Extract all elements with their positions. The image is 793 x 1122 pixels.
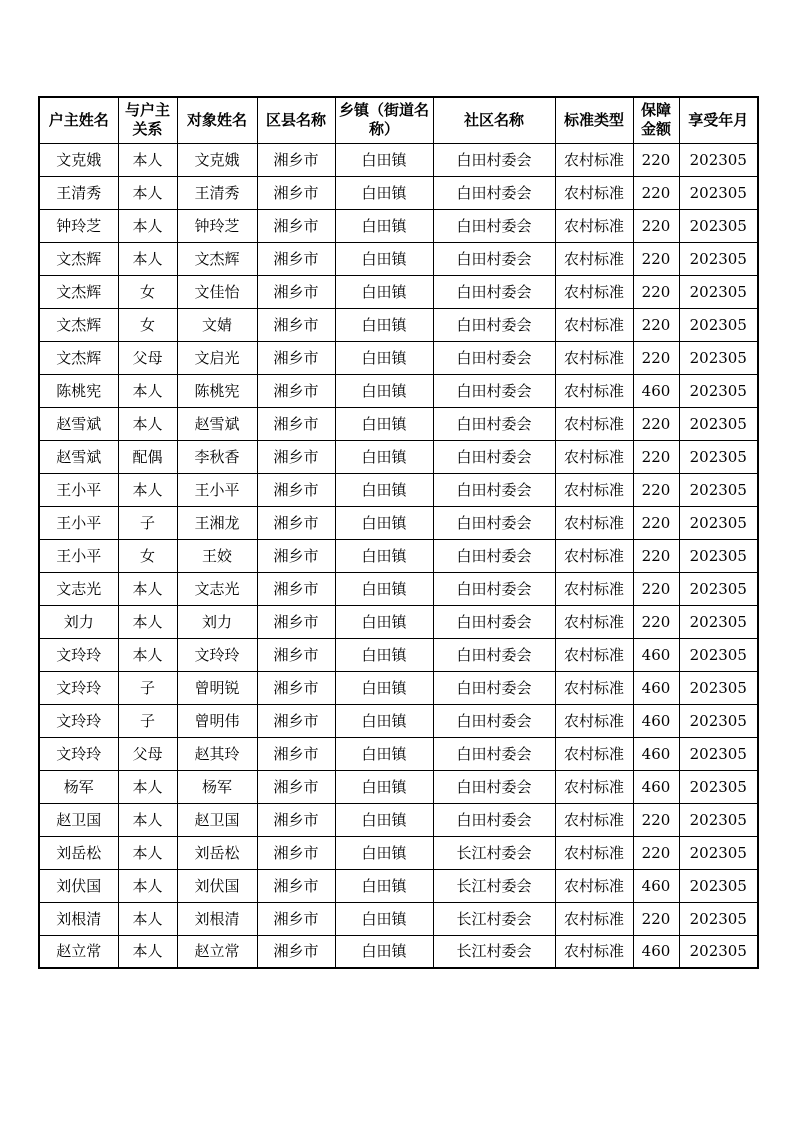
table-cell-relation: 本人	[118, 803, 177, 836]
table-cell-town: 白田镇	[335, 935, 433, 968]
table-cell-town: 白田镇	[335, 209, 433, 242]
table-cell-name: 陈桃宪	[177, 374, 257, 407]
table-cell-name: 刘岳松	[177, 836, 257, 869]
table-cell-standard: 农村标准	[555, 374, 633, 407]
table-cell-relation: 本人	[118, 209, 177, 242]
table-cell-standard: 农村标准	[555, 242, 633, 275]
table-cell-householder: 文杰辉	[39, 242, 118, 275]
header-cell-district: 区县名称	[257, 97, 335, 143]
table-cell-name: 钟玲芝	[177, 209, 257, 242]
table-cell-relation: 本人	[118, 836, 177, 869]
table-cell-name: 文婧	[177, 308, 257, 341]
table-cell-community: 白田村委会	[433, 275, 555, 308]
header-cell-town: 乡镇（街道名称）	[335, 97, 433, 143]
table-cell-district: 湘乡市	[257, 143, 335, 176]
table-cell-district: 湘乡市	[257, 539, 335, 572]
table-cell-name: 李秋香	[177, 440, 257, 473]
table-cell-district: 湘乡市	[257, 770, 335, 803]
table-cell-relation: 本人	[118, 605, 177, 638]
table-cell-district: 湘乡市	[257, 209, 335, 242]
table-cell-amount: 220	[633, 473, 679, 506]
table-cell-town: 白田镇	[335, 539, 433, 572]
table-row	[39, 935, 758, 968]
table-cell-relation: 本人	[118, 242, 177, 275]
table-cell-householder: 文玲玲	[39, 737, 118, 770]
table-cell-householder: 陈桃宪	[39, 374, 118, 407]
table-row	[39, 836, 758, 869]
table-header-row	[39, 97, 758, 143]
table-cell-standard: 农村标准	[555, 473, 633, 506]
table-cell-name: 刘根清	[177, 902, 257, 935]
table-cell-community: 白田村委会	[433, 473, 555, 506]
table-cell-community: 白田村委会	[433, 176, 555, 209]
table-cell-town: 白田镇	[335, 869, 433, 902]
table-row	[39, 770, 758, 803]
table-cell-amount: 220	[633, 407, 679, 440]
table-cell-town: 白田镇	[335, 605, 433, 638]
table-row	[39, 473, 758, 506]
header-cell-standard: 标准类型	[555, 97, 633, 143]
table-cell-district: 湘乡市	[257, 935, 335, 968]
table-cell-district: 湘乡市	[257, 341, 335, 374]
table-cell-district: 湘乡市	[257, 737, 335, 770]
table-cell-standard: 农村标准	[555, 902, 633, 935]
table-body	[39, 143, 758, 968]
table-cell-householder: 赵雪斌	[39, 407, 118, 440]
table-cell-town: 白田镇	[335, 704, 433, 737]
table-cell-name: 赵立常	[177, 935, 257, 968]
table-cell-amount: 220	[633, 176, 679, 209]
table-cell-relation: 子	[118, 506, 177, 539]
table-cell-householder: 刘岳松	[39, 836, 118, 869]
table-cell-householder: 赵卫国	[39, 803, 118, 836]
table-cell-amount: 460	[633, 869, 679, 902]
table-cell-householder: 杨军	[39, 770, 118, 803]
table-cell-town: 白田镇	[335, 242, 433, 275]
table-cell-amount: 220	[633, 572, 679, 605]
table-cell-month: 202305	[679, 176, 758, 209]
table-cell-district: 湘乡市	[257, 605, 335, 638]
table-cell-community: 白田村委会	[433, 440, 555, 473]
table-cell-householder: 钟玲芝	[39, 209, 118, 242]
table-cell-month: 202305	[679, 671, 758, 704]
table-row	[39, 308, 758, 341]
table-cell-standard: 农村标准	[555, 440, 633, 473]
table-cell-month: 202305	[679, 539, 758, 572]
table-cell-district: 湘乡市	[257, 473, 335, 506]
table-cell-town: 白田镇	[335, 374, 433, 407]
table-row	[39, 242, 758, 275]
table-cell-month: 202305	[679, 374, 758, 407]
table-cell-town: 白田镇	[335, 902, 433, 935]
table-cell-month: 202305	[679, 143, 758, 176]
table-cell-district: 湘乡市	[257, 572, 335, 605]
table-cell-standard: 农村标准	[555, 506, 633, 539]
table-cell-standard: 农村标准	[555, 572, 633, 605]
table-cell-month: 202305	[679, 638, 758, 671]
table-cell-town: 白田镇	[335, 671, 433, 704]
table-cell-district: 湘乡市	[257, 671, 335, 704]
table-row	[39, 737, 758, 770]
table-cell-relation: 本人	[118, 473, 177, 506]
table-row	[39, 341, 758, 374]
table-cell-amount: 460	[633, 374, 679, 407]
table-cell-community: 白田村委会	[433, 143, 555, 176]
table-cell-town: 白田镇	[335, 473, 433, 506]
table-cell-town: 白田镇	[335, 341, 433, 374]
table-cell-community: 白田村委会	[433, 539, 555, 572]
table-cell-community: 白田村委会	[433, 506, 555, 539]
table-cell-standard: 农村标准	[555, 275, 633, 308]
table-cell-amount: 460	[633, 770, 679, 803]
table-cell-month: 202305	[679, 440, 758, 473]
table-row	[39, 638, 758, 671]
table-cell-town: 白田镇	[335, 737, 433, 770]
header-cell-name: 对象姓名	[177, 97, 257, 143]
table-cell-month: 202305	[679, 704, 758, 737]
table-cell-householder: 赵雪斌	[39, 440, 118, 473]
table-cell-amount: 220	[633, 539, 679, 572]
table-cell-month: 202305	[679, 902, 758, 935]
table-cell-town: 白田镇	[335, 176, 433, 209]
table-cell-standard: 农村标准	[555, 308, 633, 341]
table-cell-relation: 女	[118, 539, 177, 572]
table-cell-month: 202305	[679, 506, 758, 539]
table-cell-month: 202305	[679, 242, 758, 275]
table-cell-town: 白田镇	[335, 440, 433, 473]
table-cell-town: 白田镇	[335, 275, 433, 308]
table-row	[39, 902, 758, 935]
table-cell-name: 王清秀	[177, 176, 257, 209]
table-cell-householder: 王清秀	[39, 176, 118, 209]
header-cell-relation: 与户主关系	[118, 97, 177, 143]
table-row	[39, 407, 758, 440]
table-cell-town: 白田镇	[335, 803, 433, 836]
table-cell-standard: 农村标准	[555, 638, 633, 671]
table-cell-district: 湘乡市	[257, 308, 335, 341]
header-cell-amount: 保障金额	[633, 97, 679, 143]
table-row	[39, 176, 758, 209]
table-cell-relation: 本人	[118, 176, 177, 209]
table-cell-relation: 子	[118, 704, 177, 737]
table-cell-town: 白田镇	[335, 407, 433, 440]
table-row	[39, 605, 758, 638]
table-cell-town: 白田镇	[335, 308, 433, 341]
table-cell-community: 长江村委会	[433, 935, 555, 968]
table-cell-amount: 220	[633, 440, 679, 473]
table-cell-name: 文启光	[177, 341, 257, 374]
table-cell-name: 刘伏国	[177, 869, 257, 902]
table-cell-standard: 农村标准	[555, 407, 633, 440]
table-row	[39, 572, 758, 605]
table-cell-month: 202305	[679, 407, 758, 440]
table-cell-relation: 父母	[118, 341, 177, 374]
table-cell-amount: 460	[633, 638, 679, 671]
table-cell-householder: 文杰辉	[39, 275, 118, 308]
table-cell-amount: 220	[633, 308, 679, 341]
table-cell-town: 白田镇	[335, 572, 433, 605]
table-cell-standard: 农村标准	[555, 143, 633, 176]
table-cell-relation: 配偶	[118, 440, 177, 473]
table-row	[39, 209, 758, 242]
table-cell-householder: 王小平	[39, 506, 118, 539]
table-cell-amount: 220	[633, 341, 679, 374]
table-cell-amount: 460	[633, 935, 679, 968]
table-cell-name: 赵雪斌	[177, 407, 257, 440]
table-cell-district: 湘乡市	[257, 869, 335, 902]
table-cell-householder: 刘根清	[39, 902, 118, 935]
table-cell-district: 湘乡市	[257, 176, 335, 209]
table-cell-district: 湘乡市	[257, 638, 335, 671]
table-cell-standard: 农村标准	[555, 935, 633, 968]
table-cell-name: 杨军	[177, 770, 257, 803]
table-cell-householder: 文玲玲	[39, 704, 118, 737]
table-cell-name: 曾明伟	[177, 704, 257, 737]
table-cell-amount: 220	[633, 143, 679, 176]
table-cell-community: 白田村委会	[433, 572, 555, 605]
table-cell-amount: 220	[633, 803, 679, 836]
table-cell-relation: 本人	[118, 935, 177, 968]
table-cell-standard: 农村标准	[555, 770, 633, 803]
table-cell-relation: 本人	[118, 374, 177, 407]
header-cell-community: 社区名称	[433, 97, 555, 143]
table-cell-month: 202305	[679, 803, 758, 836]
table-cell-community: 白田村委会	[433, 671, 555, 704]
table-cell-name: 文佳怡	[177, 275, 257, 308]
table-cell-householder: 文杰辉	[39, 308, 118, 341]
table-cell-householder: 王小平	[39, 473, 118, 506]
table-cell-name: 王小平	[177, 473, 257, 506]
table-cell-name: 文杰辉	[177, 242, 257, 275]
header-cell-month: 享受年月	[679, 97, 758, 143]
table-cell-householder: 文杰辉	[39, 341, 118, 374]
table-cell-standard: 农村标准	[555, 836, 633, 869]
table-cell-community: 长江村委会	[433, 836, 555, 869]
table-cell-standard: 农村标准	[555, 539, 633, 572]
table-cell-relation: 子	[118, 671, 177, 704]
table-cell-town: 白田镇	[335, 638, 433, 671]
table-row	[39, 275, 758, 308]
table-cell-relation: 本人	[118, 869, 177, 902]
table-cell-town: 白田镇	[335, 143, 433, 176]
table-cell-householder: 文玲玲	[39, 671, 118, 704]
table-cell-community: 白田村委会	[433, 638, 555, 671]
table-row	[39, 143, 758, 176]
table-cell-month: 202305	[679, 770, 758, 803]
table-cell-community: 长江村委会	[433, 902, 555, 935]
table-cell-relation: 本人	[118, 407, 177, 440]
table-cell-name: 文志光	[177, 572, 257, 605]
table-cell-community: 白田村委会	[433, 374, 555, 407]
table-cell-month: 202305	[679, 869, 758, 902]
table-cell-standard: 农村标准	[555, 209, 633, 242]
table-cell-name: 刘力	[177, 605, 257, 638]
table-cell-name: 王姣	[177, 539, 257, 572]
table-cell-amount: 220	[633, 836, 679, 869]
table-cell-town: 白田镇	[335, 836, 433, 869]
table-cell-householder: 文玲玲	[39, 638, 118, 671]
table-cell-month: 202305	[679, 737, 758, 770]
table-cell-relation: 本人	[118, 638, 177, 671]
table-cell-householder: 王小平	[39, 539, 118, 572]
table-cell-standard: 农村标准	[555, 671, 633, 704]
table-cell-community: 白田村委会	[433, 308, 555, 341]
table-cell-relation: 父母	[118, 737, 177, 770]
table-cell-month: 202305	[679, 275, 758, 308]
table-cell-community: 白田村委会	[433, 341, 555, 374]
table-cell-district: 湘乡市	[257, 242, 335, 275]
table-cell-community: 白田村委会	[433, 770, 555, 803]
table-cell-relation: 本人	[118, 143, 177, 176]
table-cell-relation: 女	[118, 275, 177, 308]
table-cell-standard: 农村标准	[555, 803, 633, 836]
table-cell-town: 白田镇	[335, 506, 433, 539]
table-cell-town: 白田镇	[335, 770, 433, 803]
benefits-table	[38, 96, 759, 969]
table-cell-district: 湘乡市	[257, 704, 335, 737]
table-cell-name: 赵卫国	[177, 803, 257, 836]
table-row	[39, 440, 758, 473]
table-cell-month: 202305	[679, 605, 758, 638]
table-cell-community: 白田村委会	[433, 704, 555, 737]
table-cell-amount: 220	[633, 506, 679, 539]
table-row	[39, 539, 758, 572]
table-cell-district: 湘乡市	[257, 506, 335, 539]
table-cell-month: 202305	[679, 209, 758, 242]
table-cell-amount: 220	[633, 902, 679, 935]
table-cell-community: 白田村委会	[433, 242, 555, 275]
table-cell-month: 202305	[679, 572, 758, 605]
table-cell-relation: 本人	[118, 902, 177, 935]
table-cell-name: 文克娥	[177, 143, 257, 176]
table-cell-district: 湘乡市	[257, 407, 335, 440]
table-cell-amount: 220	[633, 242, 679, 275]
table-cell-standard: 农村标准	[555, 341, 633, 374]
table-cell-householder: 赵立常	[39, 935, 118, 968]
table-header	[39, 97, 758, 143]
table-cell-district: 湘乡市	[257, 275, 335, 308]
table-cell-district: 湘乡市	[257, 440, 335, 473]
table-row	[39, 869, 758, 902]
table-cell-relation: 本人	[118, 572, 177, 605]
table-cell-standard: 农村标准	[555, 704, 633, 737]
table-cell-community: 白田村委会	[433, 209, 555, 242]
table-cell-amount: 220	[633, 605, 679, 638]
table-cell-district: 湘乡市	[257, 803, 335, 836]
table-cell-name: 文玲玲	[177, 638, 257, 671]
table-cell-month: 202305	[679, 341, 758, 374]
table-cell-name: 赵其玲	[177, 737, 257, 770]
table-cell-month: 202305	[679, 473, 758, 506]
table-cell-district: 湘乡市	[257, 374, 335, 407]
table-cell-community: 白田村委会	[433, 605, 555, 638]
table-cell-community: 长江村委会	[433, 869, 555, 902]
table-cell-standard: 农村标准	[555, 605, 633, 638]
table-row	[39, 374, 758, 407]
table-cell-amount: 460	[633, 704, 679, 737]
table-cell-householder: 文克娥	[39, 143, 118, 176]
table-cell-amount: 460	[633, 671, 679, 704]
table-row	[39, 803, 758, 836]
table-cell-relation: 本人	[118, 770, 177, 803]
table-cell-month: 202305	[679, 308, 758, 341]
table-cell-month: 202305	[679, 935, 758, 968]
table-cell-community: 白田村委会	[433, 407, 555, 440]
table-row	[39, 671, 758, 704]
table-cell-householder: 文志光	[39, 572, 118, 605]
table-cell-district: 湘乡市	[257, 836, 335, 869]
table-cell-district: 湘乡市	[257, 902, 335, 935]
table-cell-community: 白田村委会	[433, 737, 555, 770]
table-cell-amount: 460	[633, 737, 679, 770]
table-cell-name: 曾明锐	[177, 671, 257, 704]
table-row	[39, 704, 758, 737]
table-cell-householder: 刘伏国	[39, 869, 118, 902]
table-cell-standard: 农村标准	[555, 176, 633, 209]
table-cell-community: 白田村委会	[433, 803, 555, 836]
table-cell-amount: 220	[633, 209, 679, 242]
header-cell-householder: 户主姓名	[39, 97, 118, 143]
table-row	[39, 506, 758, 539]
table-cell-name: 王湘龙	[177, 506, 257, 539]
table-cell-relation: 女	[118, 308, 177, 341]
table-cell-standard: 农村标准	[555, 737, 633, 770]
table-cell-amount: 220	[633, 275, 679, 308]
table-cell-standard: 农村标准	[555, 869, 633, 902]
table-cell-householder: 刘力	[39, 605, 118, 638]
table-cell-month: 202305	[679, 836, 758, 869]
